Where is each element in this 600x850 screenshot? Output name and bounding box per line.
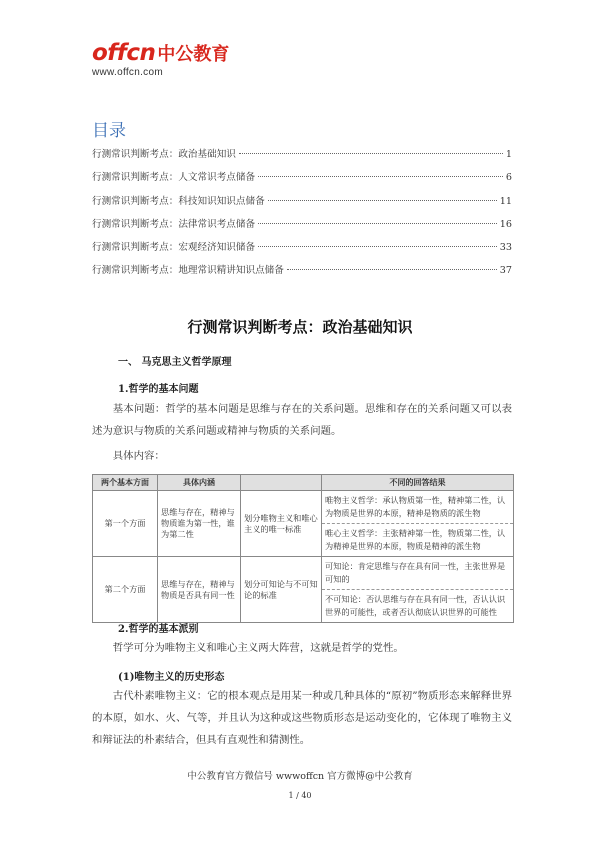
article-title: 行测常识判断考点：政治基础知识 — [187, 318, 413, 336]
table-row — [93, 557, 514, 623]
table-cell: 思维与存在，精神与物质是否具有同一性 — [158, 557, 241, 623]
toc-title: 目录 — [92, 121, 126, 141]
logo-url: www.offcn.com — [92, 67, 163, 78]
brand-logo — [92, 42, 229, 78]
table-cell: 划分唯物主义和唯心主义的唯一标准 — [241, 491, 322, 557]
table-cell: 思维与存在，精神与物质谁为第一性，谁为第二性 — [158, 491, 241, 557]
table-cell: 划分可知论与不可知论的标准 — [241, 557, 322, 623]
toc-entry[interactable]: 行测常识判断考点：政治基础知识 1 — [92, 149, 512, 160]
answer-text: 唯心主义哲学：主张精神第一性，物质第二性，认为精神是世界的本原，物质是精神的派生物 — [322, 523, 513, 556]
table-cell — [322, 557, 514, 623]
comparison-table — [92, 474, 514, 623]
toc-entry[interactable]: 行测常识判断考点：科技知识知识点储备 11 — [92, 195, 512, 207]
paragraph: 具体内容： — [112, 450, 165, 462]
toc-entry[interactable]: 行测常识判断考点：法律常识考点储备 16 — [92, 218, 512, 230]
table-cell: 第一个方面 — [93, 491, 158, 557]
paragraph: 基本问题：哲学的基本问题是思维与存在的关系问题。思维和存在的关系问题又可以表述为意识与物质的关系问题或精神与物质的关系问题。 — [92, 403, 512, 437]
subsection-heading: 2.哲学的基本派别 — [118, 624, 199, 635]
table-row — [93, 491, 514, 557]
footer-text: 中公教育官方微信号 wwwoffcn 官方微博@中公教育 — [187, 771, 413, 782]
toc-entry[interactable]: 行测常识判断考点：地理常识精讲知识点储备 37 — [92, 265, 512, 277]
logo-chinese: 中公教育 — [157, 44, 230, 65]
table-header: 不同的回答结果 — [322, 475, 514, 491]
paragraph: 古代朴素唯物主义：它的根本观点是用某一种或几种具体的“原初”物质形态来解释世界的本原，如水、火、气等，并且认为这种或这些物质形态是运动变化的，它体现了唯物主义和辩证法的朴素结合，但具有直观性和猜测性。 — [92, 690, 512, 746]
table-header: 两个基本方面 — [93, 475, 158, 491]
paragraph: 哲学可分为唯物主义和唯心主义两大阵营，这就是哲学的党性。 — [112, 642, 404, 654]
page-number: 1 / 40 — [288, 791, 312, 800]
answer-text: 可知论：肯定思维与存在具有同一性，主张世界是可知的 — [325, 561, 506, 584]
table-header — [241, 475, 322, 491]
table-header: 具体内涵 — [158, 475, 241, 491]
subsection-heading: (1)唯物主义的历史形态 — [118, 672, 225, 683]
table-cell — [322, 491, 514, 557]
section-heading: 一、 马克思主义哲学原理 — [118, 357, 232, 368]
table-of-contents — [92, 146, 512, 286]
answer-text: 不可知论：否认思维与存在具有同一性，否认认识世界的可能性，或者否认彻底认识世界的可能性 — [322, 589, 513, 622]
toc-entry[interactable]: 行测常识判断考点：宏观经济知识储备 33 — [92, 242, 512, 254]
answer-text: 唯物主义哲学：承认物质第一性，精神第二性，认为物质是世界的本原，精神是物质的派生物 — [325, 495, 506, 518]
logo-latin: offcn — [92, 40, 156, 66]
subsection-heading: 1.哲学的基本问题 — [118, 384, 199, 395]
table-cell: 第二个方面 — [93, 557, 158, 623]
toc-entry[interactable]: 行测常识判断考点：人文常识考点储备 6 — [92, 172, 512, 184]
